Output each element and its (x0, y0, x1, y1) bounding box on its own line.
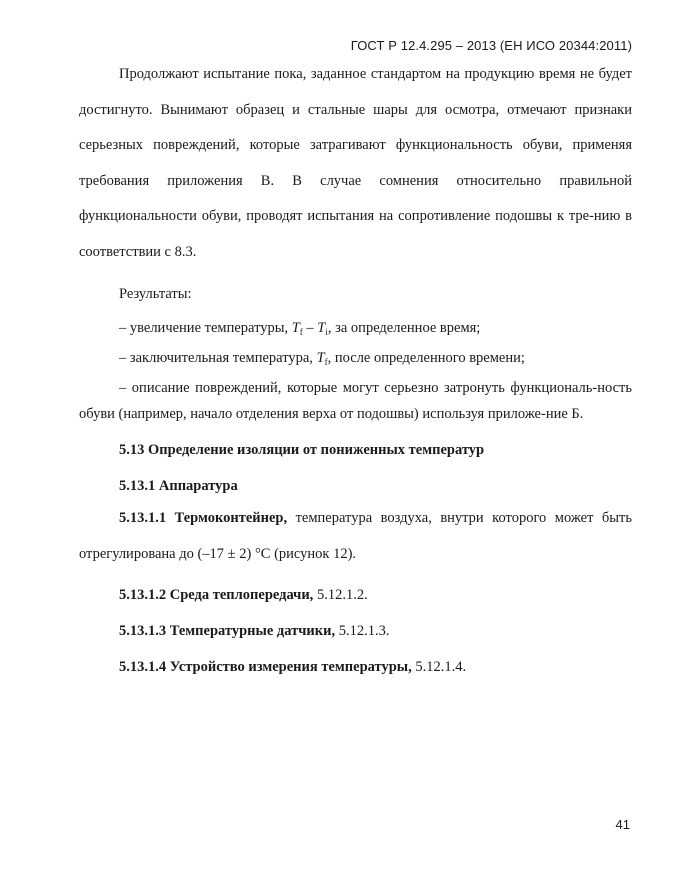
result-item-temperature-increase: – увеличение температуры, $T_f - T_i$, за определенное время; (119, 320, 481, 337)
document-header: ГОСТ Р 12.4.295 – 2013 (ЕН ИСО 20344:2011) (350, 38, 632, 53)
paragraph-test-procedure: Продолжают испытание пока, заданное стандартом на продукцию время не будет достигнуто. Вынимают образец и стальные шары для осмотра, отмечают признаки серьезных повреждений, которые затрагивают функциональность обуви, применяя требования приложения В. В случае сомнения относительно правильной функциональности обуви, проводят испытания на сопротивление подошвы к тре-нию в соответствии с 8.3. (79, 66, 632, 260)
section-5-13-1-2: 5.13.1.2 Среда теплопередачи, 5.12.1.2. (119, 587, 368, 603)
section-heading-5-13-1: 5.13.1 Аппаратура (119, 478, 238, 494)
page-body (79, 57, 632, 680)
result-item-final-temperature: – заключительная температура, $T_f$, после определенного времени; (119, 350, 525, 367)
section-5-13-1-4: 5.13.1.4 Устройство измерения температуры, 5.12.1.4. (119, 659, 467, 675)
section-heading-5-13: 5.13 Определение изоляции от пониженных температур (119, 442, 485, 458)
section-5-13-1-3: 5.13.1.3 Температурные датчики, 5.12.1.3. (119, 623, 390, 639)
section-5-13-1-1: 5.13.1.1 Термоконтейнер, температура воздуха, внутри которого может быть отрегулирована до (–17 ± 2) °С (рисунок 12). (79, 510, 632, 562)
page-number: 41 (615, 817, 630, 832)
results-heading: Результаты: (119, 286, 192, 302)
result-item-damage-description: – описание повреждений, которые могут серьезно затронуть функциональ-ность обуви (например, начало отделения верха от подошвы) используя приложе-ние Б. (79, 380, 632, 422)
